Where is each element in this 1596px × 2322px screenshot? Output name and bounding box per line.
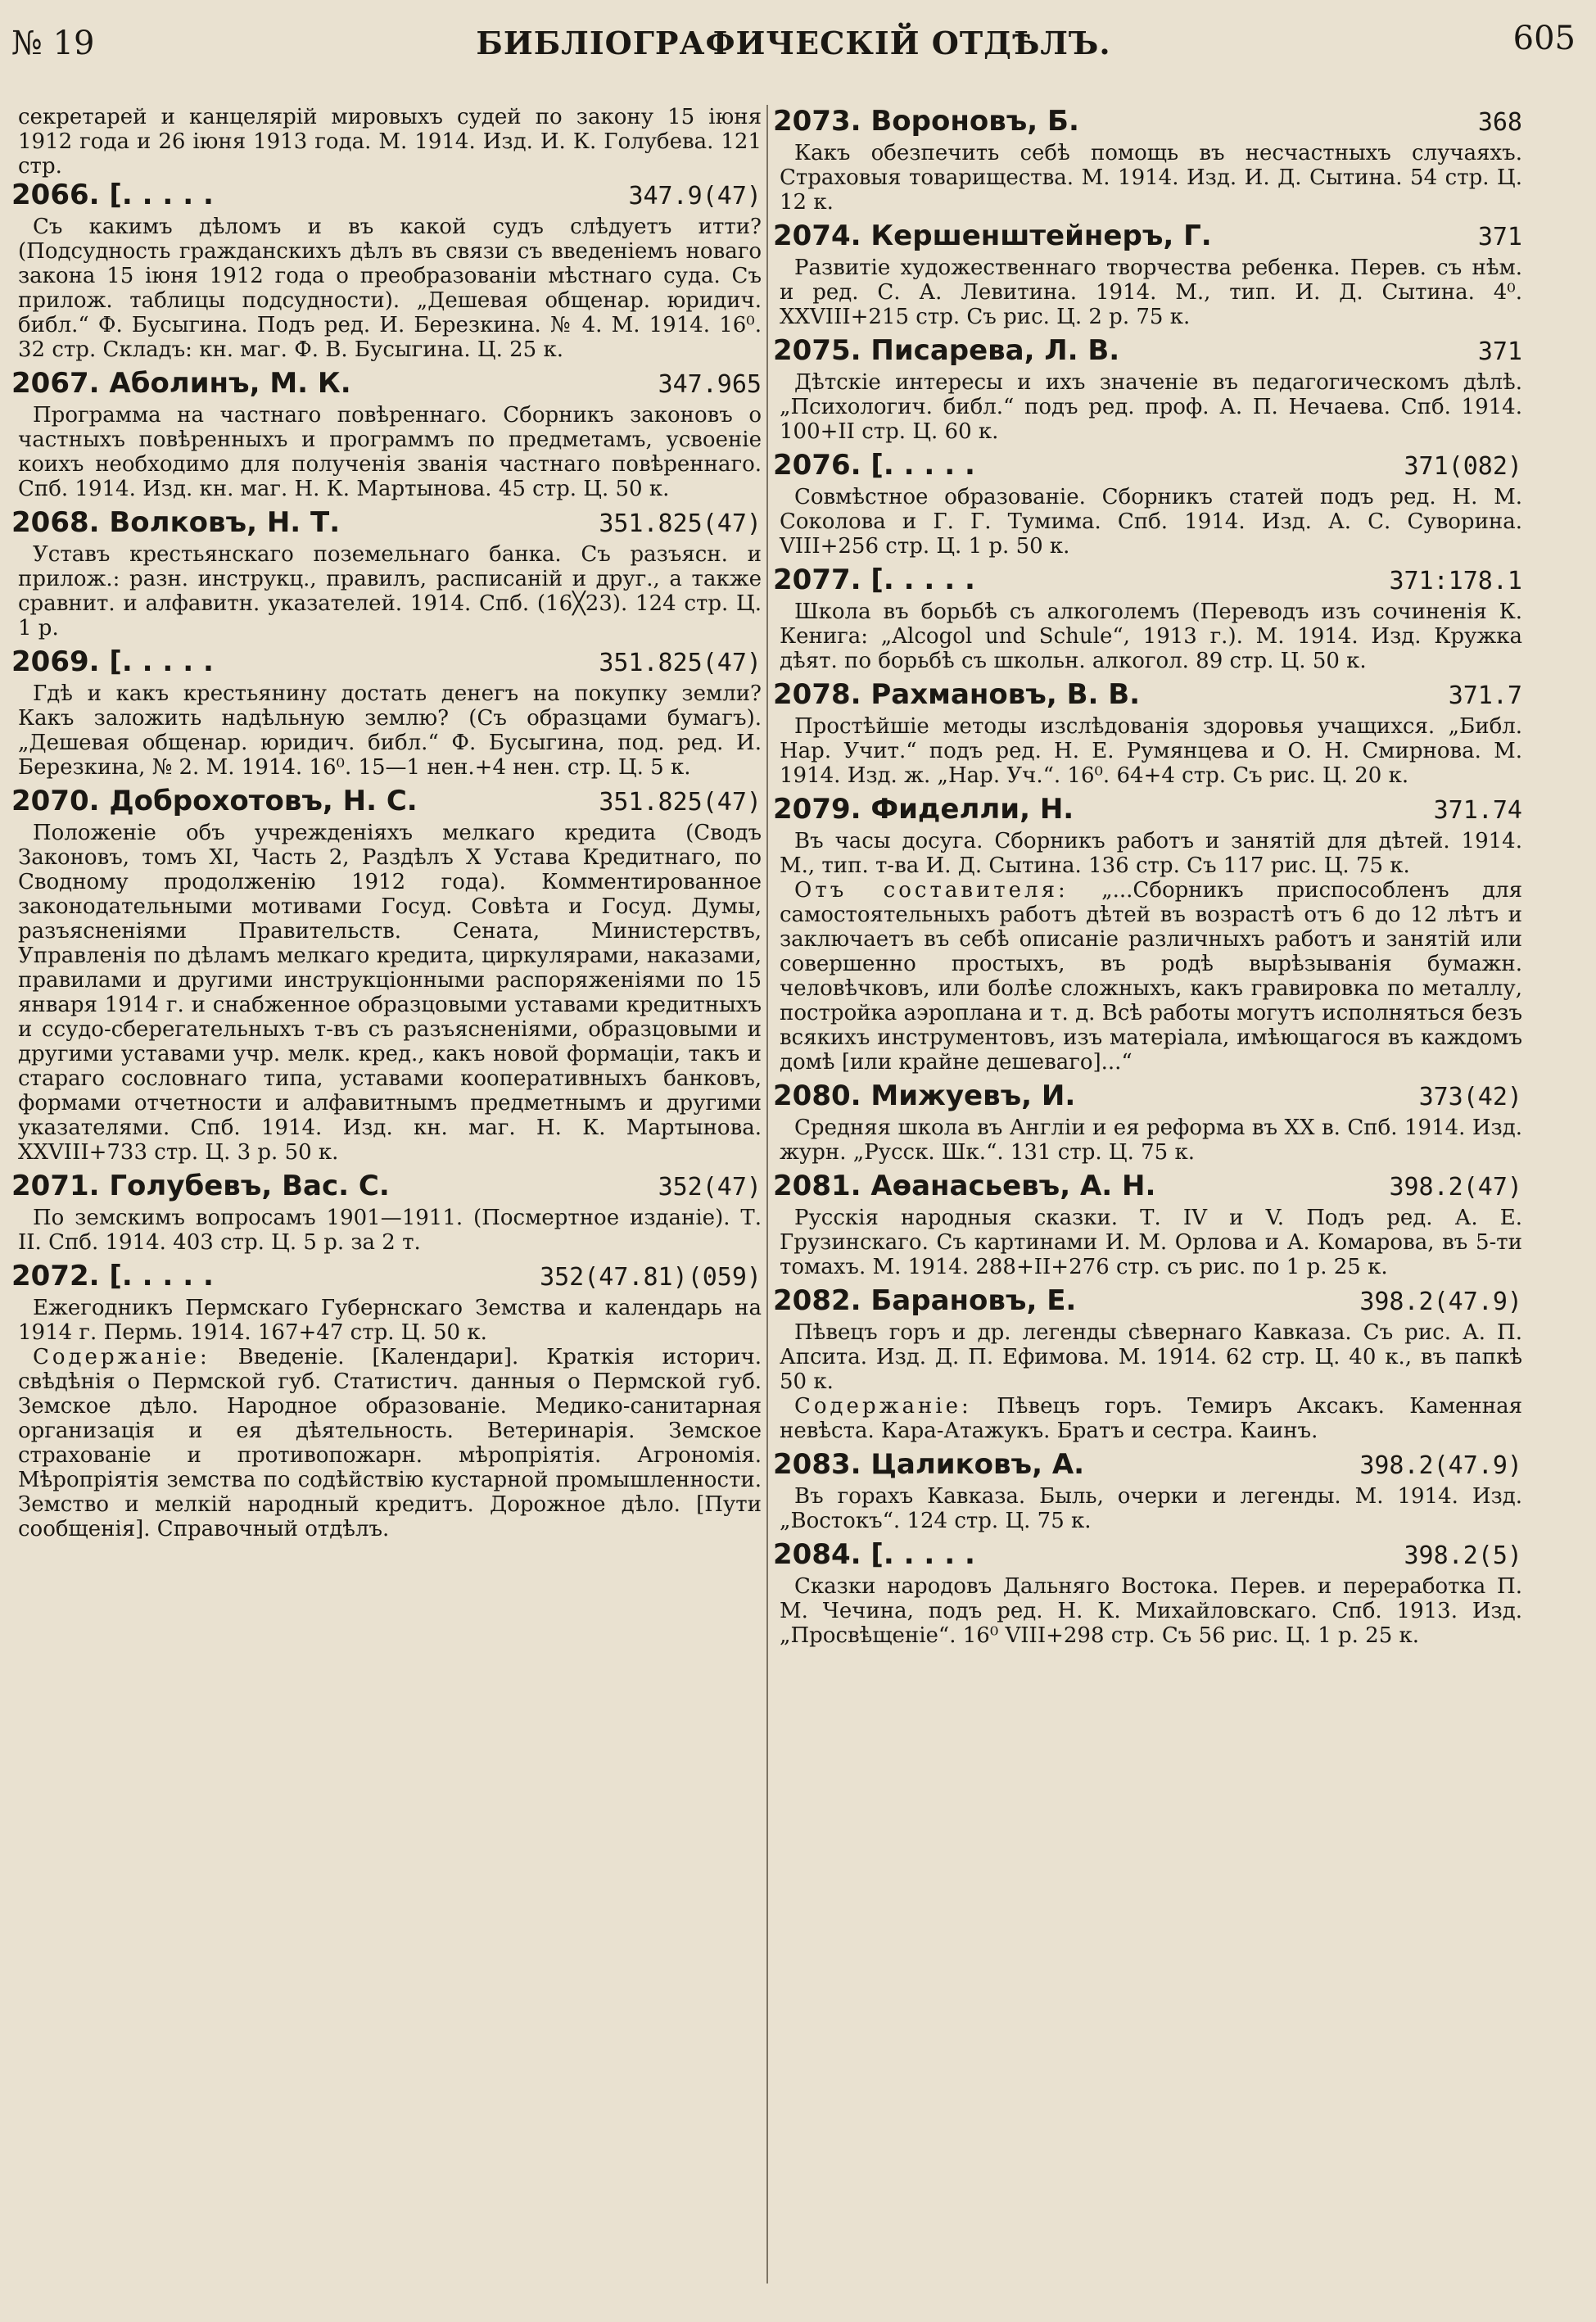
entry-2072 (11, 1260, 762, 1541)
entry-text: Гдѣ и какъ крестьянину достать денегъ на покупку земли? Какъ заложить надѣльную землю? (Съ образцами бумагъ). „Дешевая общенар. юридич. библ.“ Ф. Бусыгина, под. ред. И. Березкина, № 2. М. 1914. 16⁰. 15—1 нен.+4 нен. стр. Ц. 5 к. (18, 681, 762, 780)
entry-2068 (11, 506, 762, 640)
entry-2082 (773, 1284, 1522, 1443)
entry-class: 347.9(47) (628, 182, 762, 210)
entry-text: Съ какимъ дѣломъ и въ какой судъ слѣдуетъ итти? (Подсудность гражданскихъ дѣлъ въ связи съ введеніемъ новаго закона 15 іюня 1912 года о преобразованіи мѣстнаго суда. Съ прилож. таблицы подсудности). „Дешевая общенар. юридич. библ.“ Ф. Бусыгина. Подъ ред. И. Березкина. № 4. М. 1914. 16⁰. 32 стр. Складъ: кн. маг. Ф. В. Бусыгина. Ц. 25 к. (18, 215, 762, 362)
entry-number: 2070. (11, 785, 100, 817)
entry-text: Положеніе объ учрежденіяхъ мелкаго кредита (Сводъ Законовъ, томъ XI, Часть 2, Раздѣлъ X Устава Кредитнаго, по Сводному продолженію 1912 года). Комментированное законодательными мотивами Госуд. Совѣта и Госуд. Думы, разъясненіями Правительств. Сената, Министерствъ, Управленія по дѣламъ мелкаго кредита, циркулярами, наказами, правилами и другими инструкціонными распоряженіями по 15 января 1914 г. и снабженное образцовыми уставами кредитныхъ и ссудо-сберегательныхъ т-въ съ разъясненіями, образцовыми и другими уставами учр. мелк. кред., какъ новой формаціи, такъ и стараго сословнаго типа, уставами кооперативныхъ банковъ, формами отчетности и алфавитнымъ предметнымъ и другими указателями. Спб. 1914. Изд. кн. маг. Н. К. Мартынова. XXVIII+733 стр. Ц. 3 р. 50 к. (18, 821, 762, 1165)
entry-author: Кершенштейнеръ, Г. (870, 220, 1212, 252)
entry-2080 (773, 1080, 1522, 1165)
entry-author: [. . . . . (870, 1538, 975, 1571)
entry-number: 2084. (773, 1538, 861, 1571)
entry-text: Ежегодникъ Пермскаго Губернскаго Земства и календарь на 1914 г. Пермь. 1914. 167+47 стр. Ц. 50 к. (18, 1296, 762, 1345)
quote-text: „...Сборникъ приспособленъ для самостоятельныхъ работъ дѣтей въ возрастѣ отъ 6 до 12 лѣтъ и заключаетъ въ себѣ описаніе различныхъ работъ и занятій или совершенно простыхъ, въ родѣ вырѣзыванія бумажн. человѣчковъ, или болѣе сложныхъ, какъ гравировка по металлу, постройка аэроплана и т. д. Всѣ работы могутъ исполняться безъ всякихъ инструментовъ, изъ матеріала, имѣющагося въ каждомъ домѣ [или крайне дешеваго]...“ (780, 878, 1522, 1075)
entry-number: 2068. (11, 506, 100, 539)
contents-text: Введеніе. [Календари]. Краткія историч. свѣдѣнія о Пермской губ. Статистич. данныя о Пермской губ. Земское дѣло. Народное образованіе. Медико-санитарная организація и ея дѣятельность. Ветеринарія. Земское страхованіе и противопожарн. мѣропріятія. Агрономія. Мѣропріятія земства по содѣйствію кустарной промышленности. Земство и мелкій народный кредитъ. Дорожное дѣло. [Пути сообщенія]. Справочный отдѣлъ. (18, 1345, 762, 1541)
entry-author: Фиделли, Н. (870, 793, 1074, 826)
quote-label: Отъ составителя: (794, 878, 1069, 903)
entry-2067 (11, 367, 762, 501)
entry-number: 2077. (773, 564, 861, 596)
entry-number: 2075. (773, 334, 861, 367)
entry-class: 398.2(47.9) (1359, 1451, 1522, 1480)
entry-author: Писарева, Л. В. (870, 334, 1120, 367)
entry-2069 (11, 645, 762, 780)
entry-number: 2074. (773, 220, 861, 252)
entry-author: Аболинъ, М. К. (109, 367, 351, 400)
entry-author: [. . . . . (109, 179, 214, 211)
running-head (11, 20, 1576, 70)
entry-text: Какъ обезпечить себѣ помощь въ несчастныхъ случаяхъ. Страховыя товарищества. М. 1914. Изд. И. Д. Сытина. 54 стр. Ц. 12 к. (780, 141, 1522, 215)
entry-text: Совмѣстное образованіе. Сборникъ статей подъ ред. Н. М. Соколова и Г. Г. Тумима. Спб. 1914. Изд. А. С. Суворина. VIII+256 стр. Ц. 1 р. 50 к. (780, 485, 1522, 559)
entry-class: 351.825(47) (599, 649, 762, 677)
left-column (11, 105, 762, 2300)
entry-2070 (11, 785, 762, 1165)
entry-2079 (773, 793, 1522, 1075)
entry-text: Программа на частнаго повѣреннаго. Сборникъ законовъ о частныхъ повѣренныхъ и программъ по предметамъ, усвоеніе коихъ необходимо для полученія званія частнаго повѣреннаго. Спб. 1914. Изд. кн. маг. Н. К. Мартынова. 45 стр. Ц. 50 к. (18, 403, 762, 501)
entry-text: Русскія народныя сказки. Т. IV и V. Подъ ред. А. Е. Грузинскаго. Съ картинами И. М. Орлова и А. Комарова, въ 5-ти томахъ. М. 1914. 288+II+276 стр. съ рис. по 1 р. 25 к. (780, 1206, 1522, 1279)
entry-class: 351.825(47) (599, 509, 762, 538)
entry-2078 (773, 678, 1522, 788)
issue-number: № 19 (11, 25, 95, 62)
entry-2076 (773, 449, 1522, 559)
entry-author: [. . . . . (870, 449, 975, 482)
entry-author: Голубевъ, Вас. С. (109, 1170, 390, 1202)
entry-author: Барановъ, Е. (870, 1284, 1077, 1317)
entry-2077 (773, 564, 1522, 673)
entry-number: 2076. (773, 449, 861, 482)
entry-author: Доброхотовъ, Н. С. (109, 785, 418, 817)
entry-text: По земскимъ вопросамъ 1901—1911. (Посмертное изданіе). Т. II. Спб. 1914. 403 стр. Ц. 5 р. за 2 т. (18, 1206, 762, 1255)
entry-class: 347.965 (658, 370, 762, 399)
entry-2074 (773, 220, 1522, 329)
entry-2075 (773, 334, 1522, 444)
entry-class: 371.74 (1433, 796, 1522, 825)
entry-author: Цаликовъ, А. (870, 1448, 1085, 1481)
entry-number: 2071. (11, 1170, 100, 1202)
entry-class: 373(42) (1418, 1083, 1522, 1111)
entry-number: 2079. (773, 793, 861, 826)
entry-author: Вороновъ, Б. (870, 105, 1079, 138)
entry-number: 2067. (11, 367, 100, 400)
entry-number: 2083. (773, 1448, 861, 1481)
page-number: 605 (1512, 20, 1576, 57)
entry-class: 398.2(47) (1389, 1173, 1522, 1202)
entry-class: 368 (1477, 108, 1522, 137)
entry-class: 371 (1477, 337, 1522, 366)
entry-text: Средняя школа въ Англіи и ея реформа въ XX в. Спб. 1914. Изд. журн. „Русск. Шк.“. 131 стр. Ц. 75 к. (780, 1116, 1522, 1165)
entry-text: Школа въ борьбѣ съ алкоголемъ (Переводъ изъ сочиненія К. Кенига: „Alcogol und Schule“, 1913 г.). М. 1914. Изд. Кружка дѣят. по борьбѣ съ школьн. алкогол. 89 стр. Ц. 50 к. (780, 600, 1522, 673)
entry-number: 2078. (773, 678, 861, 711)
entry-author: [. . . . . (870, 564, 975, 596)
entry-number: 2066. (11, 179, 100, 211)
continuation-text: секретарей и канцелярій мировыхъ судей по закону 15 іюня 1912 года и 26 іюня 1913 года. М. 1914. Изд. И. К. Голубева. 121 стр. (18, 105, 762, 179)
entry-author: Мижуевъ, И. (870, 1080, 1076, 1112)
entry-class: 371(082) (1404, 452, 1522, 481)
entry-number: 2081. (773, 1170, 861, 1202)
entry-class: 352(47) (658, 1173, 762, 1202)
entry-text: Дѣтскіе интересы и ихъ значеніе въ педагогическомъ дѣлѣ. „Психологич. библ.“ подъ ред. проф. А. П. Нечаева. Спб. 1914. 100+II стр. Ц. 60 к. (780, 370, 1522, 444)
entry-2081 (773, 1170, 1522, 1279)
column-rule (766, 105, 768, 2284)
entry-author: [. . . . . (109, 645, 214, 678)
right-column (773, 105, 1522, 2300)
entry-class: 398.2(5) (1404, 1541, 1522, 1570)
entry-author: [. . . . . (109, 1260, 214, 1292)
entry-class: 371:178.1 (1389, 567, 1522, 595)
entry-number: 2082. (773, 1284, 861, 1317)
entry-contents (773, 1394, 1522, 1443)
entry-2083 (773, 1448, 1522, 1533)
entry-text: Въ часы досуга. Сборникъ работъ и занятій для дѣтей. 1914. М., тип. т-ва И. Д. Сытина. 136 стр. Съ 117 рис. Ц. 75 к. (780, 829, 1522, 878)
entry-class: 351.825(47) (599, 788, 762, 817)
entry-number: 2072. (11, 1260, 100, 1292)
entry-class: 398.2(47.9) (1359, 1288, 1522, 1316)
entry-number: 2069. (11, 645, 100, 678)
entry-class: 371.7 (1448, 681, 1522, 710)
contents-label: Содержаніе: (33, 1345, 210, 1369)
contents-text: Пѣвецъ горъ. Темиръ Аксакъ. Каменная невѣста. Кара-Атажукъ. Братъ и сестра. Каинъ. (780, 1394, 1522, 1443)
entry-text: Уставъ крестьянскаго поземельнаго банка. Съ разъясн. и прилож.: разн. инструкц., правилъ, расписаній и друг., а также сравнит. и алфавитн. указателей. 1914. Спб. (16╳23). 124 стр. Ц. 1 р. (18, 542, 762, 640)
entry-author: Аѳанасьевъ, А. Н. (870, 1170, 1156, 1202)
entry-author: Волковъ, Н. Т. (109, 506, 341, 539)
entry-text: Развитіе художественнаго творчества ребенка. Перев. съ нѣм. и ред. С. А. Левитина. 1914. М., тип. И. Д. Сытина. 4⁰. XXVIII+215 стр. Съ рис. Ц. 2 р. 75 к. (780, 256, 1522, 329)
entry-2066 (11, 179, 762, 362)
entry-class: 352(47.81)(059) (540, 1263, 762, 1292)
entry-author: Рахмановъ, В. В. (870, 678, 1141, 711)
entry-2084 (773, 1538, 1522, 1648)
contents-label: Содержаніе: (794, 1394, 972, 1419)
entry-text: Простѣйшіе методы изслѣдованія здоровья учащихся. „Библ. Нар. Учит.“ подъ ред. Н. Е. Румянцева и О. Н. Смирнова. М. 1914. Изд. ж. „Нар. Уч.“. 16⁰. 64+4 стр. Съ рис. Ц. 20 к. (780, 714, 1522, 788)
entry-class: 371 (1477, 223, 1522, 251)
entry-number: 2073. (773, 105, 861, 138)
entry-text: Сказки народовъ Дальняго Востока. Перев. и переработка П. М. Чечина, подъ ред. Н. К. Михайловскаго. Спб. 1913. Изд. „Просвѣщеніе“. 16⁰ VIII+298 стр. Съ 56 рис. Ц. 1 р. 25 к. (780, 1574, 1522, 1648)
entry-number: 2080. (773, 1080, 861, 1112)
entry-2073 (773, 105, 1522, 215)
entry-text: Въ горахъ Кавказа. Быль, очерки и легенды. М. 1914. Изд. „Востокъ“. 124 стр. Ц. 75 к. (780, 1484, 1522, 1533)
entry-quote (773, 878, 1522, 1075)
section-title: БИБЛІОГРАФИЧЕСКІЙ ОТДѢЛЪ. (476, 25, 1111, 61)
entry-2071 (11, 1170, 762, 1255)
entry-contents (11, 1345, 762, 1541)
entry-text: Пѣвецъ горъ и др. легенды сѣвернаго Кавказа. Съ рис. А. П. Апсита. Изд. Д. П. Ефимова. М. 1914. 62 стр. Ц. 40 к., въ папкѣ 50 к. (780, 1320, 1522, 1394)
